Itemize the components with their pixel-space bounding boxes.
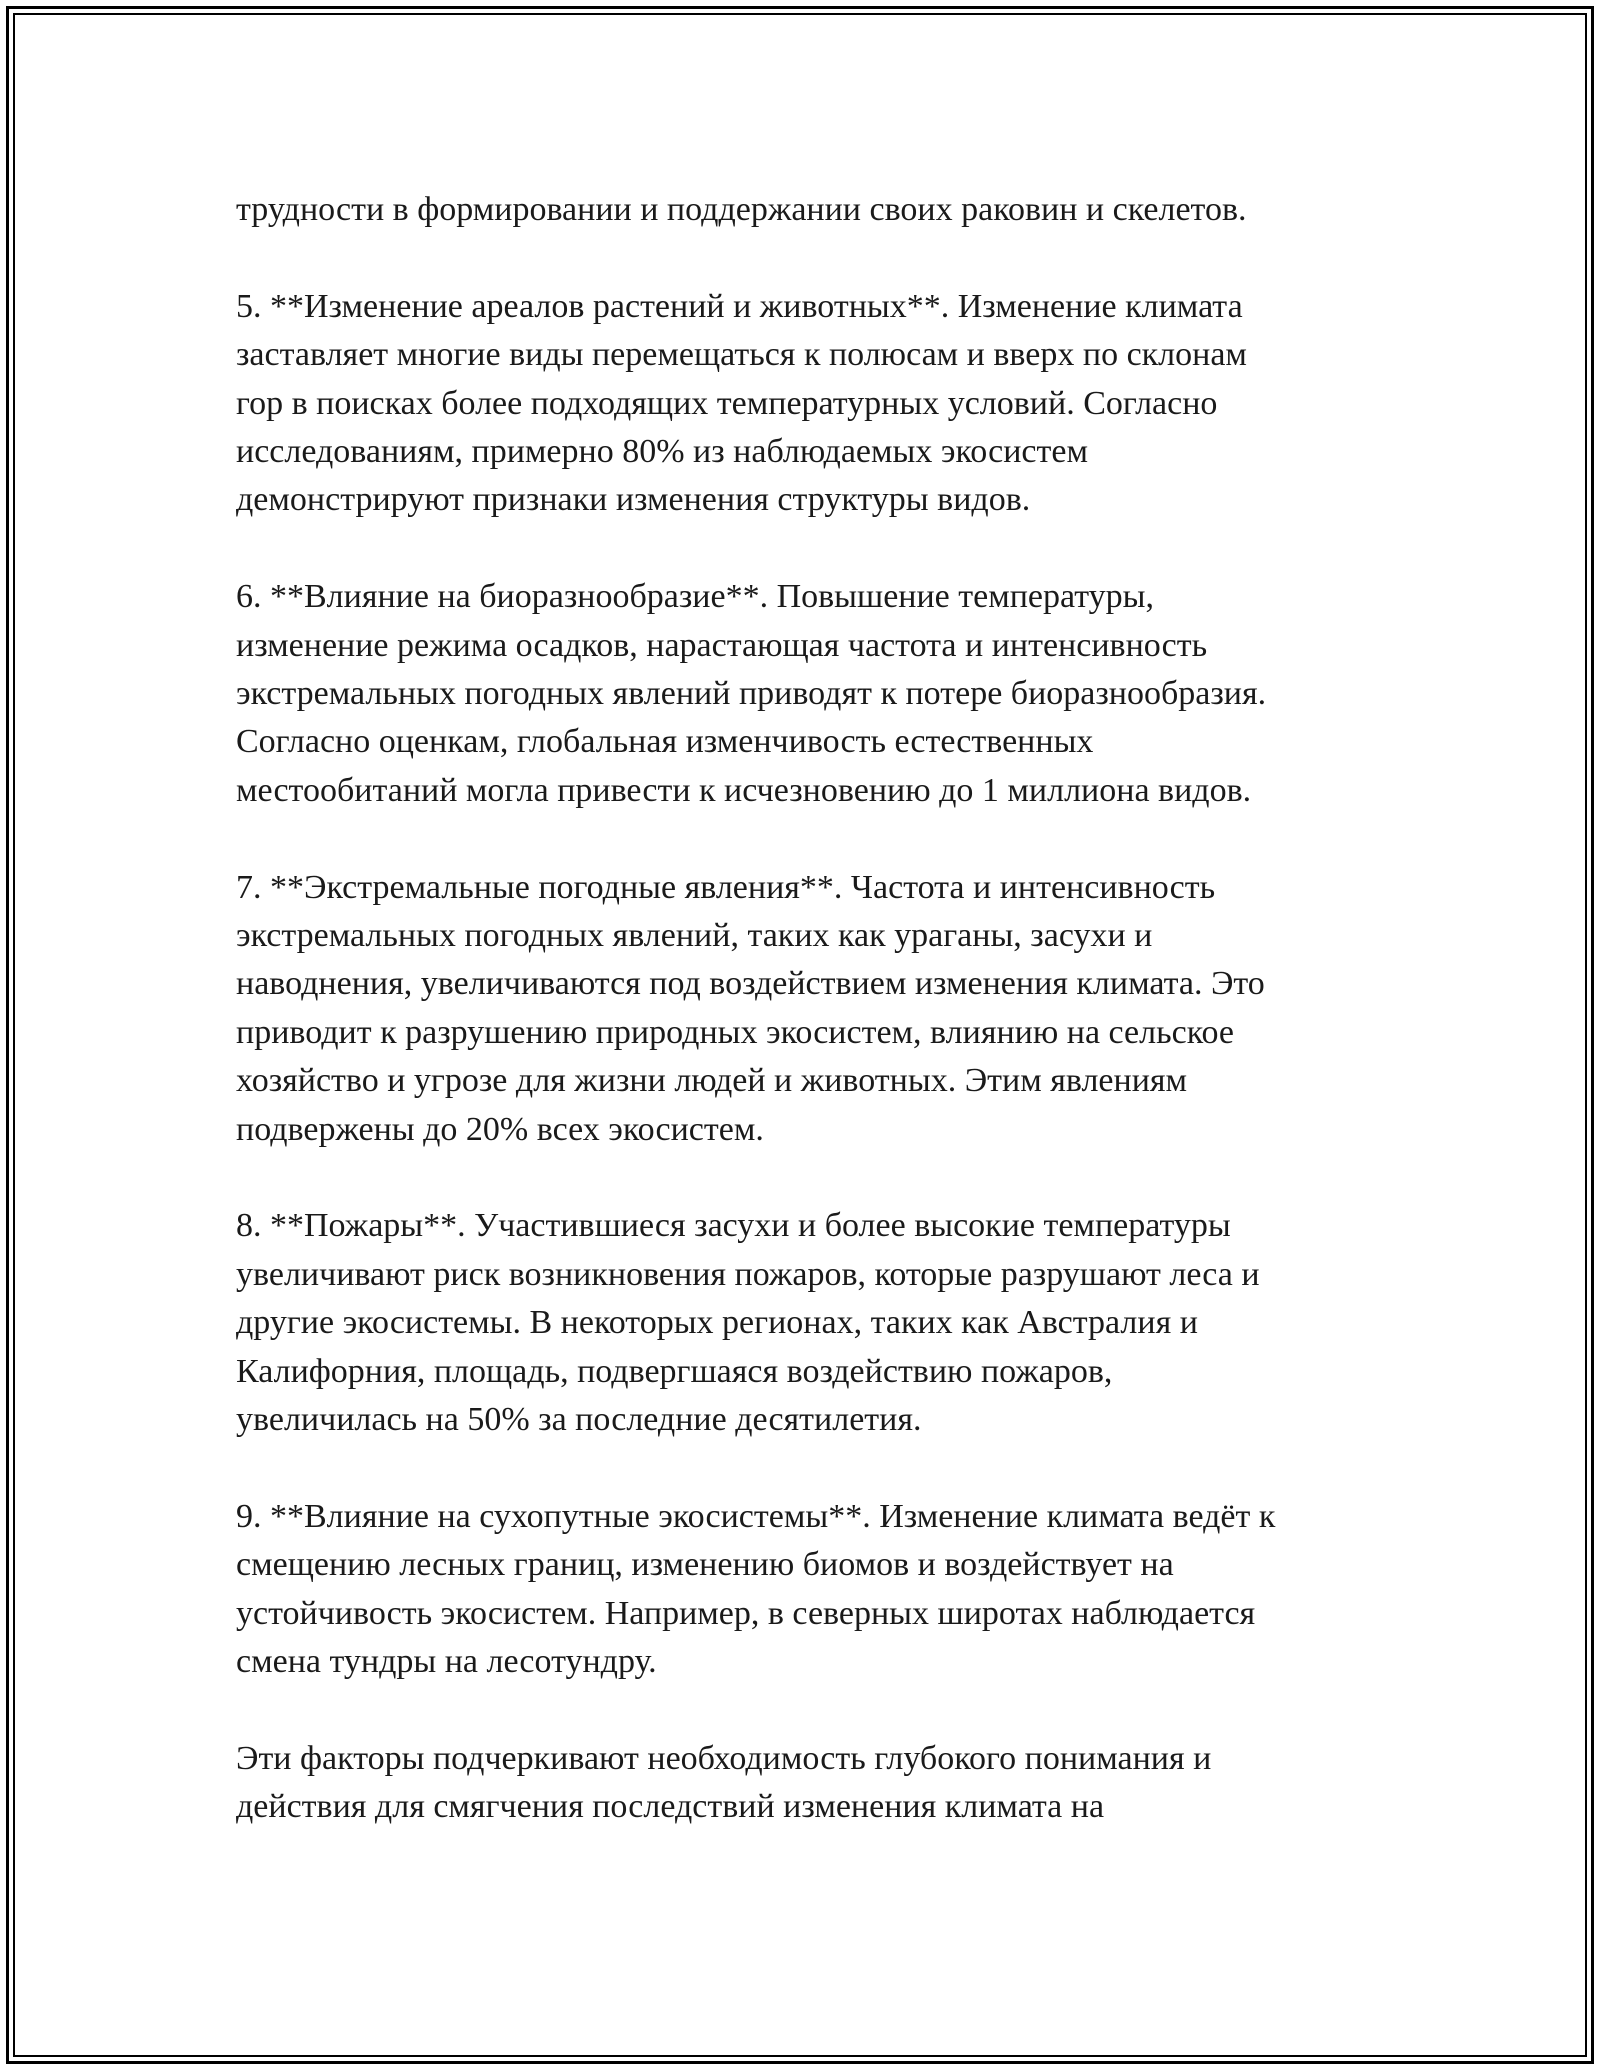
text-line: изменение режима осадков, нарастающая частота и интенсивность bbox=[236, 626, 1208, 664]
text-line: гор в поисках более подходящих температурных условий. Согласно bbox=[236, 384, 1218, 422]
paragraph-conclusion bbox=[236, 1735, 1396, 1832]
document-body bbox=[236, 186, 1396, 1880]
text-line: Калифорния, площадь, подвергшаяся воздействию пожаров, bbox=[236, 1352, 1113, 1390]
text-line: 5. **Изменение ареалов растений и животных**. Изменение климата bbox=[236, 287, 1243, 325]
text-line: Эти факторы подчеркивают необходимость глубокого понимания и bbox=[236, 1739, 1212, 1777]
text-line: приводит к разрушению природных экосистем, влиянию на сельское bbox=[236, 1013, 1235, 1051]
text-line: другие экосистемы. В некоторых регионах, таких как Австралия и bbox=[236, 1304, 1198, 1342]
text-line: хозяйство и угрозе для жизни людей и животных. Этим явлениям bbox=[236, 1062, 1188, 1100]
text-line: 8. **Пожары**. Участившиеся засухи и более высокие температуры bbox=[236, 1207, 1231, 1245]
text-line: смещению лесных границ, изменению биомов и воздействует на bbox=[236, 1546, 1174, 1584]
paragraph-item-5 bbox=[236, 283, 1396, 525]
paragraph-item-9 bbox=[236, 1493, 1396, 1687]
text-line: демонстрируют признаки изменения структуры видов. bbox=[236, 481, 1031, 519]
text-line: Согласно оценкам, глобальная изменчивость естественных bbox=[236, 723, 1094, 761]
paragraph-continuation bbox=[236, 186, 1396, 234]
text-line: увеличилась на 50% за последние десятилетия. bbox=[236, 1401, 922, 1439]
text-line: 9. **Влияние на сухопутные экосистемы**. Изменение климата ведёт к bbox=[236, 1497, 1276, 1535]
paragraph-item-6 bbox=[236, 573, 1396, 815]
text-line: увеличивают риск возникновения пожаров, которые разрушают леса и bbox=[236, 1255, 1260, 1293]
text-line: трудности в формировании и поддержании своих раковин и скелетов. bbox=[236, 191, 1247, 228]
text-line: устойчивость экосистем. Например, в северных широтах наблюдается bbox=[236, 1594, 1256, 1632]
text-line: исследованиям, примерно 80% из наблюдаемых экосистем bbox=[236, 433, 1088, 471]
text-line: действия для смягчения последствий изменения климата на bbox=[236, 1788, 1105, 1826]
text-line: 6. **Влияние на биоразнообразие**. Повышение температуры, bbox=[236, 578, 1154, 616]
paragraph-item-8 bbox=[236, 1202, 1396, 1444]
text-line: наводнения, увеличиваются под воздействием изменения климата. Это bbox=[236, 965, 1265, 1003]
text-line: подвержены до 20% всех экосистем. bbox=[236, 1110, 764, 1148]
text-line: 7. **Экстремальные погодные явления**. Частота и интенсивность bbox=[236, 868, 1216, 906]
paragraph-item-7 bbox=[236, 864, 1396, 1154]
text-line: местообитаний могла привести к исчезновению до 1 миллиона видов. bbox=[236, 771, 1252, 809]
text-line: заставляет многие виды перемещаться к полюсам и вверх по склонам bbox=[236, 336, 1247, 374]
text-line: экстремальных погодных явлений, таких как ураганы, засухи и bbox=[236, 917, 1153, 955]
text-line: экстремальных погодных явлений приводят к потере биоразнообразия. bbox=[236, 675, 1267, 713]
text-line: смена тундры на лесотундру. bbox=[236, 1643, 657, 1681]
